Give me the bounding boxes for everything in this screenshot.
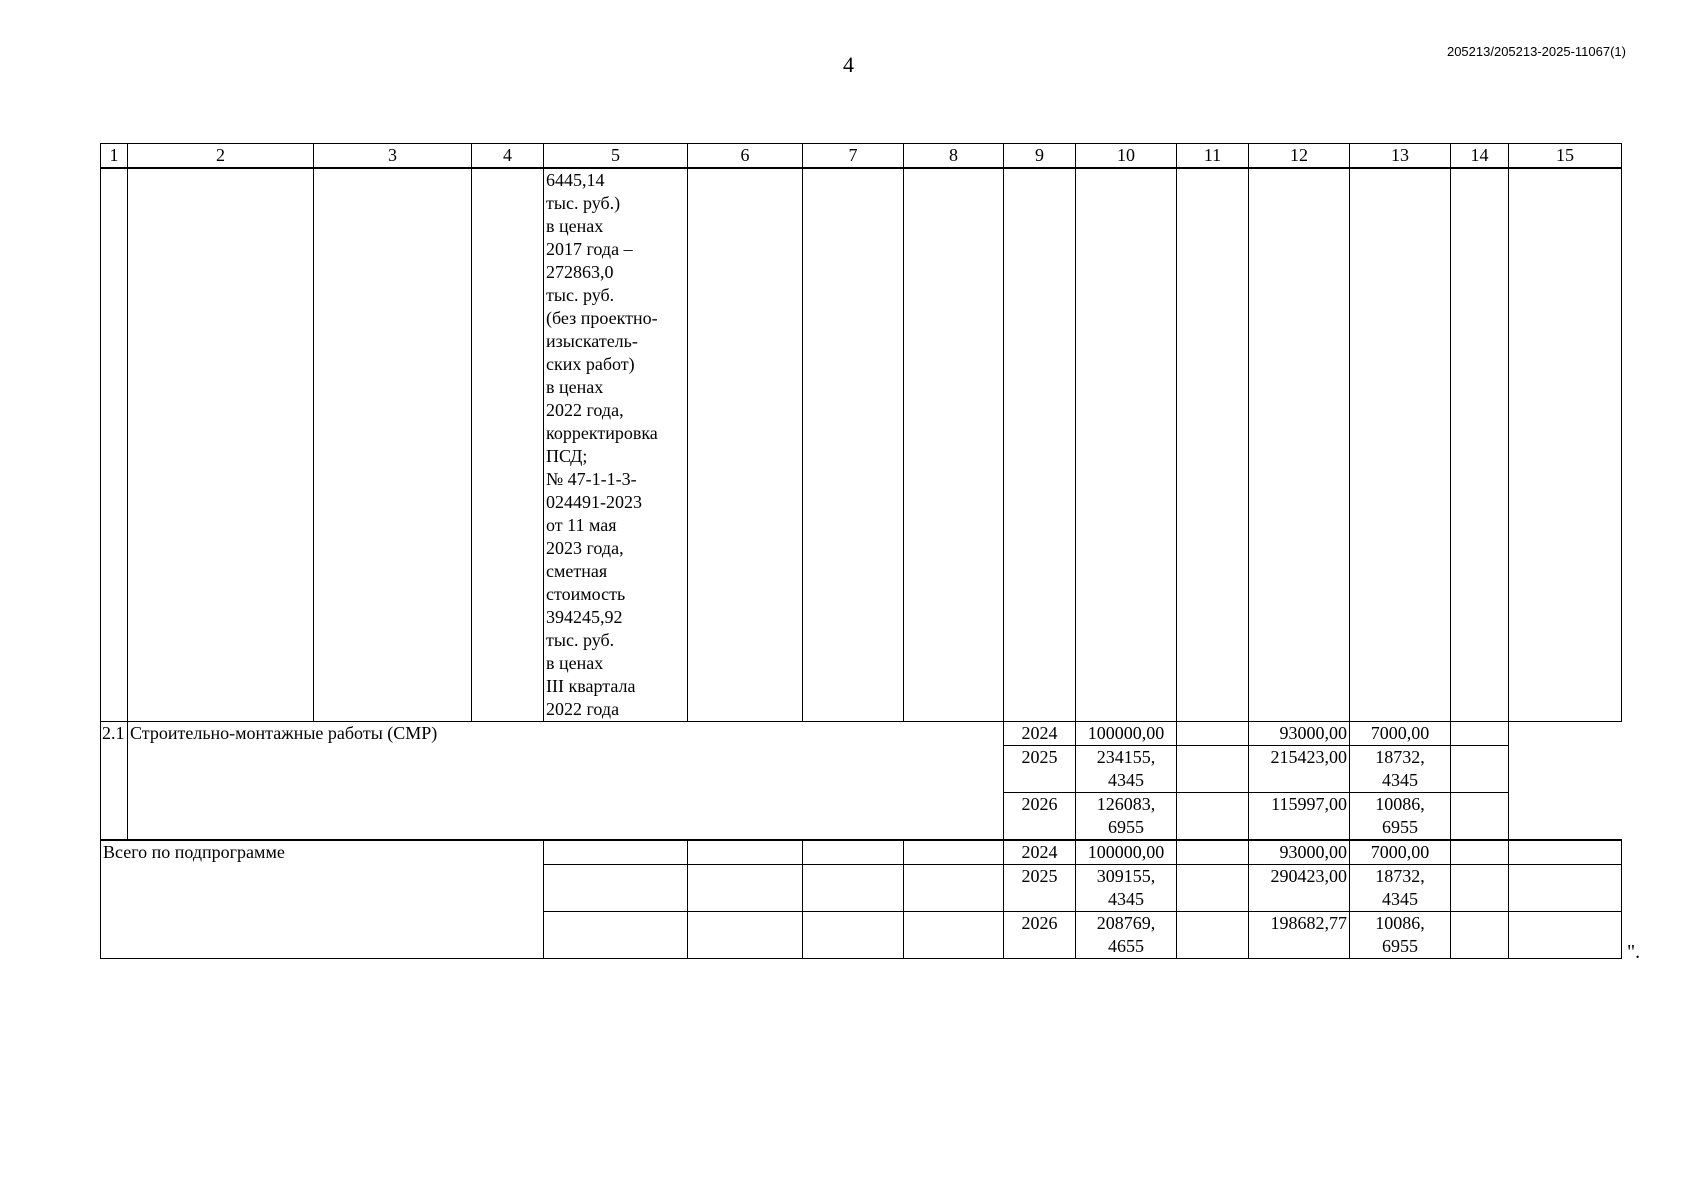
smr-row (101, 722, 1622, 746)
col-header: 13 (1350, 144, 1451, 169)
continuation-row (101, 168, 1622, 722)
continuation-line: III квартала (546, 676, 636, 696)
continuation-line: изыскатель- (546, 331, 638, 351)
continuation-line: тыс. руб. (546, 285, 615, 305)
continuation-line: ских работ) (546, 354, 635, 374)
smr-year: 2025 (1004, 746, 1076, 793)
col-header: 4 (472, 144, 544, 169)
smr-col12: 115997,00 (1249, 793, 1350, 841)
smr-col13: 7000,00 (1350, 722, 1451, 746)
continuation-line: от 11 мая (546, 515, 617, 535)
total-col10: 309155, 4345 (1076, 865, 1177, 912)
col-header: 7 (803, 144, 904, 169)
col-header: 9 (1004, 144, 1076, 169)
continuation-line: 2023 года, (546, 538, 624, 558)
continuation-line: в ценах (546, 377, 604, 397)
continuation-line: ПСД; (546, 446, 588, 466)
smr-year: 2026 (1004, 793, 1076, 841)
continuation-text-cell (544, 168, 688, 722)
continuation-line: № 47-1-1-3- (546, 469, 637, 489)
continuation-line: 2017 года – (546, 239, 633, 259)
continuation-line: 6445,14 (546, 170, 605, 190)
col-header: 8 (904, 144, 1004, 169)
continuation-line: 272863,0 (546, 262, 614, 282)
total-col13: 7000,00 (1350, 840, 1451, 865)
col-header: 10 (1076, 144, 1177, 169)
continuation-line: в ценах (546, 653, 604, 673)
smr-col12: 93000,00 (1249, 722, 1350, 746)
continuation-line: 2022 года (546, 699, 620, 719)
continuation-line: 024491-2023 (546, 492, 642, 512)
continuation-text (546, 169, 685, 721)
col-header: 1 (101, 144, 128, 169)
total-year: 2024 (1004, 840, 1076, 865)
col-header: 11 (1177, 144, 1249, 169)
smr-col12: 215423,00 (1249, 746, 1350, 793)
smr-label: Строительно-монтажные работы (СМР) (128, 722, 1004, 841)
smr-col13: 10086, 6955 (1350, 793, 1451, 841)
total-row (101, 840, 1622, 865)
total-col12: 290423,00 (1249, 865, 1350, 912)
total-year: 2026 (1004, 912, 1076, 959)
smr-col10: 100000,00 (1076, 722, 1177, 746)
continuation-line: тыс. руб.) (546, 193, 621, 213)
col-header: 14 (1451, 144, 1509, 169)
total-label: Всего по подпрограмме (101, 840, 544, 959)
continuation-line: в ценах (546, 216, 604, 236)
budget-table (100, 143, 1622, 959)
document-id: 205213/205213-2025-11067(1) (1446, 44, 1626, 59)
page-number: 4 (843, 52, 854, 77)
smr-number: 2.1 (101, 722, 128, 841)
continuation-line: 2022 года, (546, 400, 624, 420)
total-col13: 10086, 6955 (1350, 912, 1451, 959)
continuation-line: сметная (546, 561, 608, 581)
total-col12: 93000,00 (1249, 840, 1350, 865)
total-col10: 208769, 4655 (1076, 912, 1177, 959)
col-header: 3 (314, 144, 472, 169)
closing-quote-mark: ". (1627, 941, 1641, 963)
continuation-line: 394245,92 (546, 607, 623, 627)
continuation-line: тыс. руб. (546, 630, 615, 650)
smr-year: 2024 (1004, 722, 1076, 746)
smr-col10: 234155, 4345 (1076, 746, 1177, 793)
continuation-line: корректировка (546, 423, 658, 443)
total-col10: 100000,00 (1076, 840, 1177, 865)
smr-col13: 18732, 4345 (1350, 746, 1451, 793)
total-col13: 18732, 4345 (1350, 865, 1451, 912)
col-header: 6 (688, 144, 803, 169)
col-header: 2 (128, 144, 314, 169)
smr-col10: 126083, 6955 (1076, 793, 1177, 841)
col-header: 5 (544, 144, 688, 169)
total-col12: 198682,77 (1249, 912, 1350, 959)
total-year: 2025 (1004, 865, 1076, 912)
col-header: 12 (1249, 144, 1350, 169)
col-header: 15 (1509, 144, 1622, 169)
continuation-line: (без проектно- (546, 308, 658, 328)
column-number-row (101, 144, 1622, 169)
continuation-line: стоимость (546, 584, 626, 604)
